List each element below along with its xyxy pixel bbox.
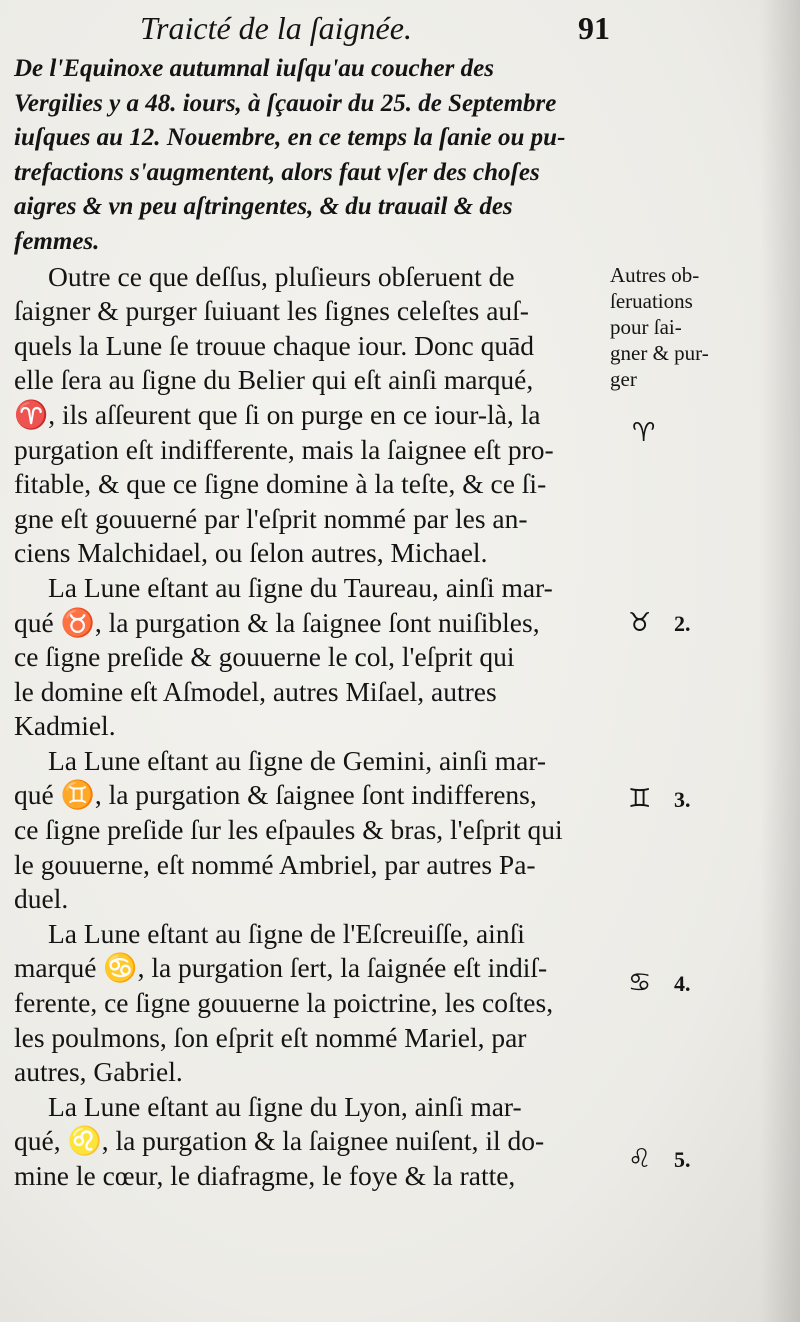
body-line: La Lune eſtant au ſigne de Gemini, ainſi mar- (48, 744, 547, 776)
body-line: les poulmons, ſon eſprit eſt nommé Mariel, par (14, 1021, 527, 1053)
leo-margin-mark (628, 1142, 691, 1176)
body-line: fitable, & que ce ſigne domine à la teſte, & ce ſi- (14, 468, 547, 500)
main-text-block (14, 52, 614, 1194)
body-line: La Lune eſtant au ſigne de l'Eſcreuiſſe, ainſi (48, 917, 525, 949)
body-line: qué ♉, la purgation & la ſaignee ſont nuiſibles, (14, 606, 540, 638)
sign-number: 4. (674, 971, 691, 996)
margin-note-line: gner & pur- (610, 341, 709, 365)
margin-note-line: ger (610, 367, 637, 391)
body-line: qué, ♌, la purgation & la ſaignee nuiſent, il do- (14, 1125, 545, 1157)
gemini-margin-mark (628, 782, 691, 816)
body-line: ce ſigne preſide ſur les eſpaules & bras, l'eſprit qui (14, 814, 563, 846)
body-line: Outre ce que deſſus, pluſieurs obſeruent de (48, 260, 515, 292)
cancer-icon: ♋ (628, 968, 652, 998)
italic-line: De l'Equinoxe autumnal iuſqu'au coucher des (14, 55, 494, 82)
margin-note-line: pour ſai- (610, 315, 682, 339)
page-header (140, 8, 610, 48)
body-line: gne eſt gouuerné par l'eſprit nommé par les an- (14, 502, 528, 534)
body-line: elle ſera au ſigne du Belier qui eſt ainſi marqué, (14, 364, 534, 396)
leo-icon: ♌ (628, 1144, 652, 1174)
sign-number: 2. (674, 611, 691, 636)
body-line: ferente, ce ſigne gouuerne la poictrine, les coſtes, (14, 987, 554, 1019)
sign-number: 5. (674, 1147, 691, 1172)
body-line: La Lune eſtant au ſigne du Lyon, ainſi mar- (48, 1090, 522, 1122)
body-line: ſaigner & purger ſuiuant les ſignes celeſtes auſ- (14, 295, 529, 327)
aries-icon: ♈ (632, 418, 656, 448)
italic-line: Vergilies y a 48. iours, à ſçauoir du 25. de Septembre (14, 89, 557, 117)
body-line: le domine eſt Aſmodel, autres Miſael, autres (14, 675, 497, 707)
margin-note-line: ſeruations (610, 289, 693, 313)
margin-note (610, 262, 709, 392)
margin-note-line: Autres ob- (610, 263, 700, 287)
page-number: 91 (578, 10, 610, 46)
body-line: La Lune eſtant au ſigne du Taureau, ainſi mar- (48, 571, 553, 603)
body-line: duel. (14, 883, 69, 915)
body-line: autres, Gabriel. (14, 1056, 183, 1088)
taurus-margin-mark (628, 606, 691, 640)
gemini-icon: ♊ (628, 784, 652, 814)
body-line: le gouuerne, eſt nommé Ambriel, par autres Pa- (14, 848, 536, 880)
italic-line: femmes. (14, 227, 100, 255)
body-line: ciens Malchidael, ou ſelon autres, Michael. (14, 537, 488, 569)
body-line: qué ♊, la purgation & ſaignee ſont indifferens, (14, 779, 537, 811)
cancer-margin-mark (628, 966, 691, 1000)
italic-line: iuſques au 12. Nouembre, en ce temps la ſanie ou pu- (14, 124, 566, 152)
body-line: mine le cœur, le diafragme, le foye & la ratte, (14, 1160, 516, 1191)
running-title: Traicté de la ſaignée. (140, 10, 412, 46)
body-line: ♈, ils aſſeurent que ſi on purge en ce iour-là, la (14, 398, 541, 430)
body-line: quels la Lune ſe trouue chaque iour. Donc quād (14, 329, 535, 361)
italic-line: trefactions s'augmentent, alors faut vſer des choſes (14, 158, 540, 186)
body-line: Kadmiel. (14, 710, 116, 742)
taurus-icon: ♉ (628, 608, 652, 638)
page-gutter-shadow (760, 0, 800, 1322)
body-line: marqué ♋, la purgation ſert, la ſaignée eſt indiſ- (14, 952, 548, 984)
sign-number: 3. (674, 787, 691, 812)
body-line: ce ſigne preſide & gouuerne le col, l'eſprit qui (14, 641, 515, 673)
body-line: purgation eſt indifferente, mais la ſaignee eſt pro- (14, 433, 554, 465)
italic-line: aigres & vn peu aſtringentes, & du trauail & des (14, 193, 513, 221)
aries-margin-mark (632, 416, 678, 450)
